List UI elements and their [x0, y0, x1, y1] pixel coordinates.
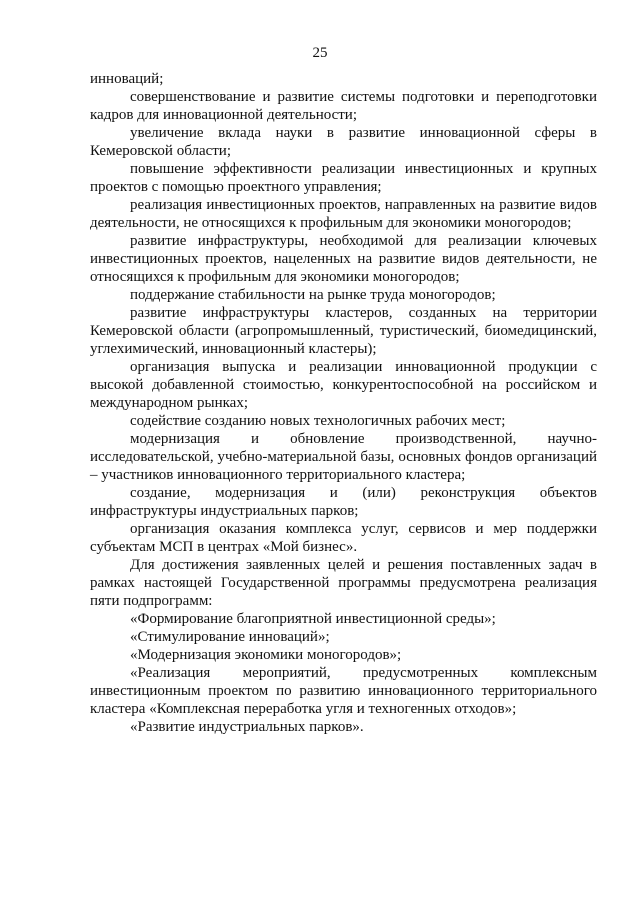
page-number: 25 [312, 45, 328, 61]
paragraph: повышение эффективности реализации инвестиционных и крупных проектов с помощью проектного управления; [90, 161, 597, 195]
paragraph: поддержание стабильности на рынке труда моногородов; [130, 287, 496, 303]
paragraph: организация оказания комплекса услуг, сервисов и мер поддержки субъектам МСП в центрах «Мой бизнес». [90, 521, 597, 555]
paragraph: модернизация и обновление производственной, научно-исследовательской, учебно-материальной базы, основных фондов организаций – участников инновационного территориального кластера; [90, 431, 597, 483]
subprogram-item: «Стимулирование инноваций»; [130, 629, 330, 645]
paragraph: инноваций; [90, 71, 164, 87]
paragraph: развитие инфраструктуры кластеров, созданных на территории Кемеровской области (агропромышленный, туристический, биомедицинский, углехимический, инновационный кластеры); [90, 305, 597, 357]
subprogram-item: «Формирование благоприятной инвестиционной среды»; [130, 611, 496, 627]
paragraph: совершенствование и развитие системы подготовки и переподготовки кадров для инновационной деятельности; [90, 89, 597, 123]
document-body [90, 70, 597, 736]
paragraph: развитие инфраструктуры, необходимой для реализации ключевых инвестиционных проектов, нацеленных на развитие видов деятельности, не относящихся к профильным для экономики моногородов; [90, 233, 597, 285]
subprogram-item: «Развитие индустриальных парков». [130, 719, 364, 735]
paragraph: организация выпуска и реализации инновационной продукции с высокой добавленной стоимостью, конкурентоспособной на российском и международном рынках; [90, 359, 597, 411]
paragraph: увеличение вклада науки в развитие инновационной сферы в Кемеровской области; [90, 125, 597, 159]
paragraph: Для достижения заявленных целей и решения поставленных задач в рамках настоящей Государственной программы предусмотрена реализация пяти подпрограмм: [90, 557, 597, 609]
subprogram-item: «Реализация мероприятий, предусмотренных комплексным инвестиционным проектом по развитию инновационного территориального кластера «Комплексная переработка угля и техногенных отходов»; [90, 665, 597, 717]
subprogram-item: «Модернизация экономики моногородов»; [130, 647, 402, 663]
paragraph: содействие созданию новых технологичных рабочих мест; [130, 413, 506, 429]
paragraph: реализация инвестиционных проектов, направленных на развитие видов деятельности, не относящихся к профильным для экономики моногородов; [90, 197, 597, 231]
paragraph: создание, модернизация и (или) реконструкция объектов инфраструктуры индустриальных парков; [90, 485, 597, 519]
